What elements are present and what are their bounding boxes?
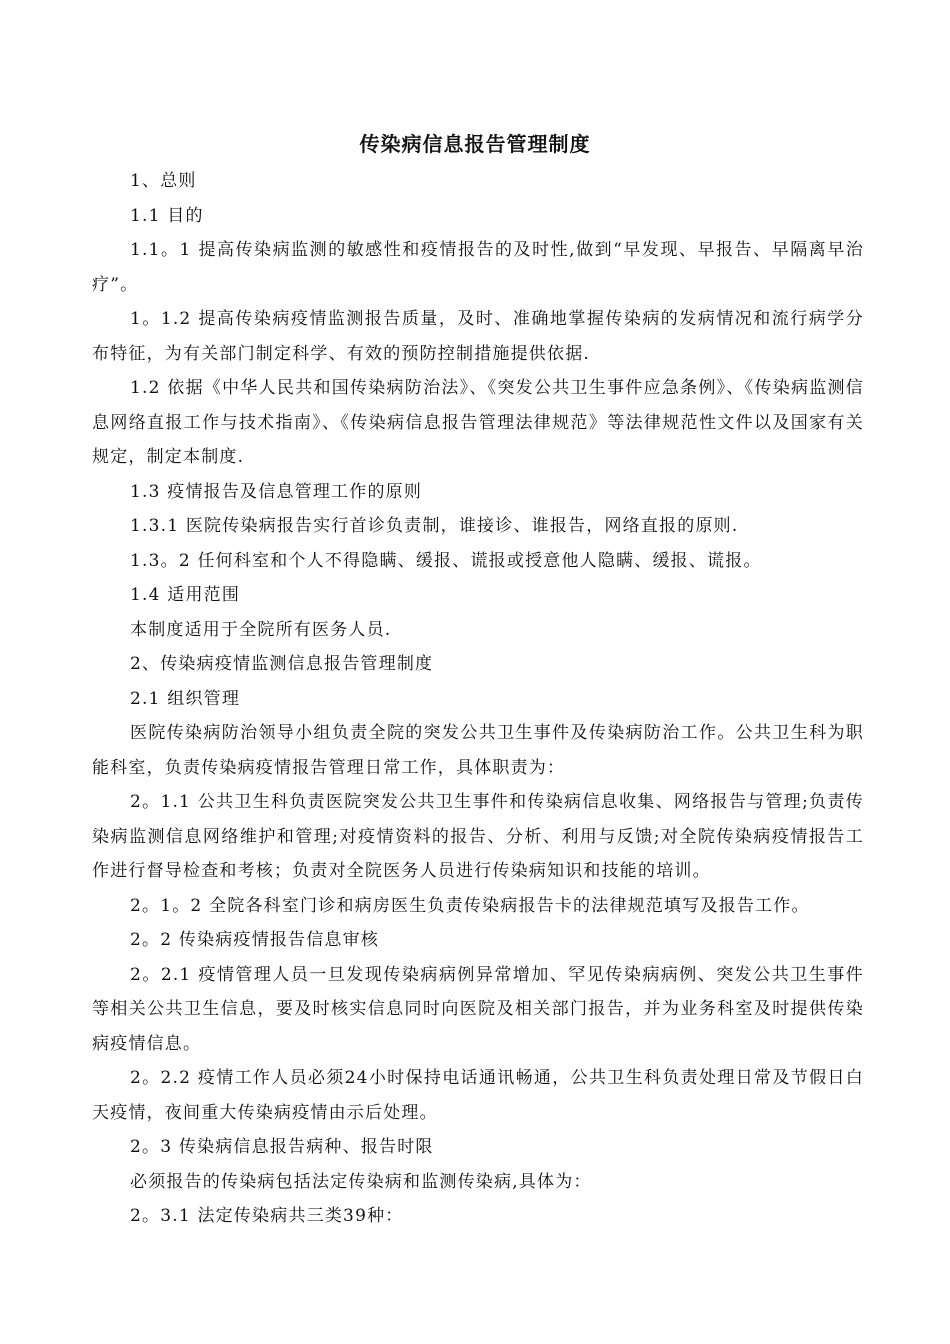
paragraph: 2。3.1 法定传染病共三类39种： — [130, 1206, 404, 1226]
paragraph: 1.3。2 任何科室和个人不得隐瞒、缓报、谎报或授意他人隐瞒、缓报、谎报。 — [130, 550, 762, 571]
paragraph: 1.3 疫情报告及信息管理工作的原则 — [130, 481, 423, 502]
paragraph: 1、总则 — [130, 171, 197, 191]
paragraph: 2、传染病疫情监测信息报告管理制度 — [130, 654, 434, 674]
paragraph: 2。1。2 全院各科室门诊和病房医生负责传染病报告卡的法律规范填写及报告工作。 — [130, 895, 810, 916]
paragraph: 2。2.2 疫情工作人员必须24小时保持电话通讯畅通，公共卫生科负责处理日常及节假日白天疫情，夜间重大传染病疫情由示后处理。 — [92, 1068, 864, 1123]
paragraph: 1.2 依据《中华人民共和国传染病防治法》、《突发公共卫生事件应急条例》、《传染病监测信息网络直报工作与技术指南》、《传染病信息报告管理法律规范》等法律规范性文件以及国家有关规定，制定本制度. — [92, 378, 864, 467]
paragraph: 1.3.1 医院传染病报告实行首诊负责制，谁接诊、谁报告，网络直报的原则. — [130, 516, 739, 536]
paragraph: 本制度适用于全院所有医务人员. — [130, 619, 392, 640]
paragraph: 医院传染病防治领导小组负责全院的突发公共卫生事件及传染病防治工作。公共卫生科为职能科室，负责传染病疫情报告管理日常工作，具体职责为： — [92, 723, 864, 778]
paragraph: 1.1 目的 — [130, 205, 204, 226]
paragraph: 2。2.1 疫情管理人员一旦发现传染病病例异常增加、罕见传染病病例、突发公共卫生事件等相关公共卫生信息，要及时核实信息同时向医院及相关部门报告，并为业务科室及时提供传染病疫情信息。 — [92, 964, 864, 1054]
paragraph: 1.4 适用范围 — [130, 585, 241, 605]
document-title: 传染病信息报告管理制度 — [359, 132, 591, 156]
paragraph: 1。1.2 提高传染病疫情监测报告质量，及时、准确地掌握传染病的发病情况和流行病学分布特征，为有关部门制定科学、有效的预防控制措施提供依据. — [92, 309, 864, 364]
paragraph: 2。1.1 公共卫生科负责医院突发公共卫生事件和传染病信息收集、网络报告与管理;负责传染病监测信息网络维护和管理;对疫情资料的报告、分析、利用与反馈;对全院传染病疫情报告工作进行督导检查和考核；负责对全院医务人员进行传染病知识和技能的培训。 — [92, 792, 864, 881]
document-body — [92, 164, 864, 1234]
paragraph: 2。2 传染病疫情报告信息审核 — [130, 930, 380, 950]
paragraph: 1.1。1 提高传染病监测的敏感性和疫情报告的及时性,做到“早发现、早报告、早隔离早治疗”。 — [92, 240, 864, 295]
paragraph: 2。3 传染病信息报告病种、报告时限 — [130, 1137, 434, 1157]
paragraph: 必须报告的传染病包括法定传染病和监测传染病,具体为： — [130, 1171, 592, 1192]
paragraph: 2.1 组织管理 — [130, 688, 241, 709]
